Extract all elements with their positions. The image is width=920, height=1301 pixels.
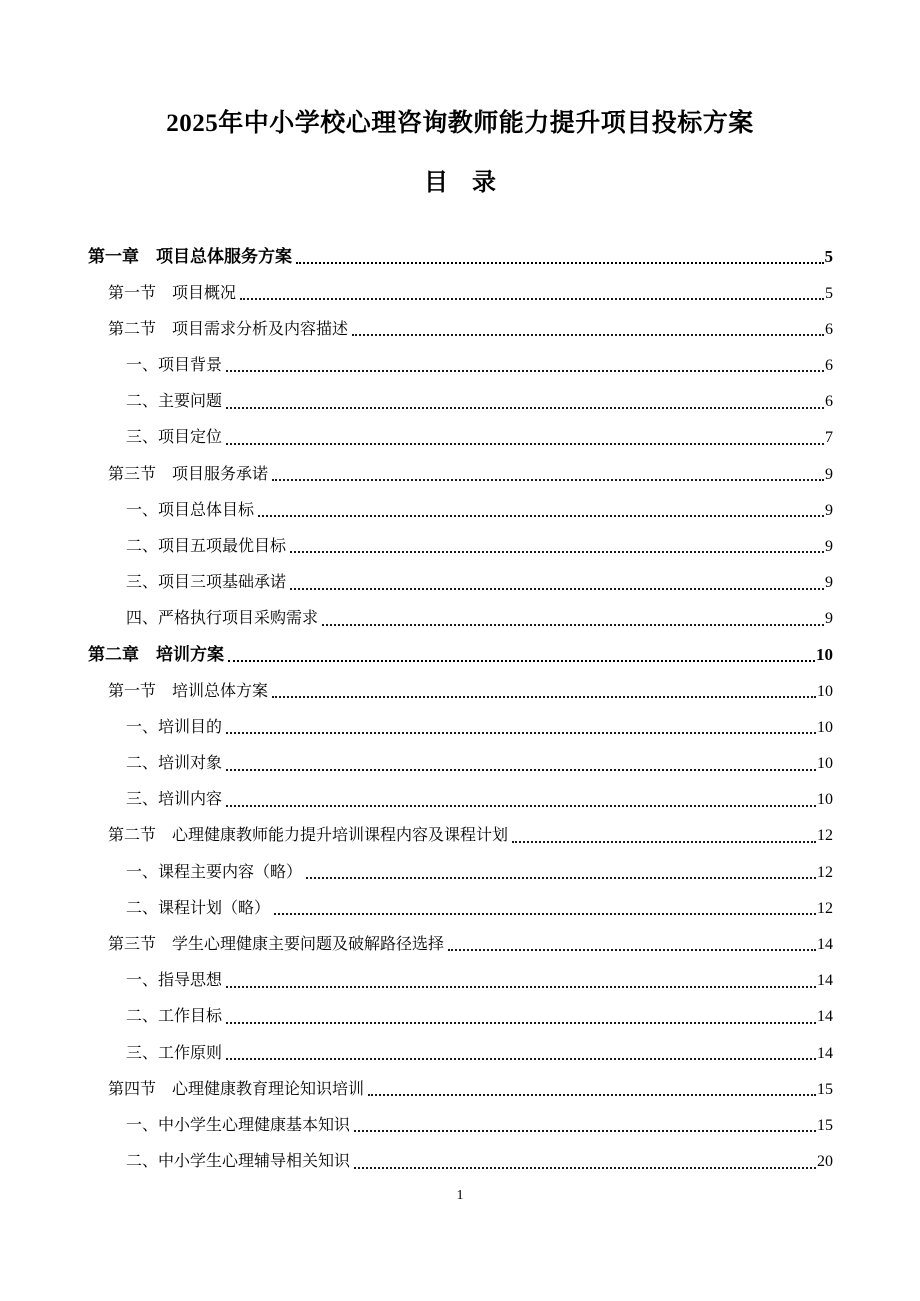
toc-dot-leader xyxy=(226,986,816,988)
toc-entry[interactable] xyxy=(88,779,833,815)
toc-entry-page-number: 14 xyxy=(817,972,833,990)
toc-entry[interactable] xyxy=(88,236,833,272)
toc-entry[interactable] xyxy=(88,706,833,742)
toc-entry-page-number: 12 xyxy=(817,899,833,917)
toc-entry-page-number: 9 xyxy=(825,574,833,592)
toc-heading: 目 录 xyxy=(424,169,496,196)
toc-dot-leader xyxy=(296,262,824,264)
toc-dot-leader xyxy=(306,877,816,879)
toc-entry-page-number: 9 xyxy=(825,465,833,483)
toc-entry[interactable] xyxy=(88,1140,833,1176)
toc-entry-page-number: 9 xyxy=(825,501,833,519)
toc-entry-label: 第二节 心理健康教师能力提升培训课程内容及课程计划 xyxy=(108,827,509,845)
toc-dot-leader xyxy=(226,1022,816,1024)
toc-entry[interactable] xyxy=(88,598,833,634)
toc-dot-leader xyxy=(290,588,824,590)
toc-entry-label: 二、主要问题 xyxy=(126,393,223,411)
toc-entry-label: 一、课程主要内容（略） xyxy=(126,863,303,881)
toc-entry-label: 一、指导思想 xyxy=(126,972,223,990)
toc-entry[interactable] xyxy=(88,1068,833,1104)
toc-dot-leader xyxy=(228,660,815,662)
toc-entry[interactable] xyxy=(88,344,833,380)
toc-entry[interactable] xyxy=(88,959,833,995)
toc-entry-page-number: 7 xyxy=(825,429,833,447)
toc-entry-page-number: 10 xyxy=(817,682,833,700)
toc-entry-page-number: 14 xyxy=(817,936,833,954)
toc-dot-leader xyxy=(226,370,824,372)
toc-dot-leader xyxy=(226,443,824,445)
toc-entry[interactable] xyxy=(88,1104,833,1140)
toc-entry-page-number: 10 xyxy=(817,718,833,736)
toc-dot-leader xyxy=(354,1167,816,1169)
toc-entry-label: 一、项目背景 xyxy=(126,357,223,375)
toc-entry-page-number: 14 xyxy=(817,1044,833,1062)
toc-entry-page-number: 10 xyxy=(817,755,833,773)
toc-dot-leader xyxy=(448,949,816,951)
toc-dot-leader xyxy=(226,732,816,734)
toc-entry[interactable] xyxy=(88,489,833,525)
toc-entry-label: 第四节 心理健康教育理论知识培训 xyxy=(108,1080,365,1098)
toc-entry[interactable] xyxy=(88,923,833,959)
document-title: 2025年中小学校心理咨询教师能力提升项目投标方案 xyxy=(166,110,754,137)
toc-entry[interactable] xyxy=(88,670,833,706)
toc-entry-label: 第一节 项目概况 xyxy=(108,284,237,302)
toc-entry[interactable] xyxy=(88,417,833,453)
toc-entry-label: 二、课程计划（略） xyxy=(126,899,271,917)
toc-entry-label: 第二章 培训方案 xyxy=(88,645,224,665)
toc-entry-label: 一、培训目的 xyxy=(126,718,223,736)
toc-entry-label: 二、项目五项最优目标 xyxy=(126,537,287,555)
toc-entry-label: 二、中小学生心理辅导相关知识 xyxy=(126,1153,351,1171)
toc-dot-leader xyxy=(290,551,824,553)
toc-entry-label: 第三节 项目服务承诺 xyxy=(108,465,269,483)
page-number-footer: 1 xyxy=(456,1188,464,1203)
toc-entry-page-number: 6 xyxy=(825,320,833,338)
toc-entry-page-number: 5 xyxy=(825,284,833,302)
toc-entry-page-number: 9 xyxy=(825,610,833,628)
toc-dot-leader xyxy=(226,407,824,409)
toc-entry[interactable] xyxy=(88,1032,833,1068)
toc-entry[interactable] xyxy=(88,996,833,1032)
table-of-contents xyxy=(0,236,920,1177)
toc-entry-page-number: 6 xyxy=(825,393,833,411)
toc-entry[interactable] xyxy=(88,308,833,344)
toc-entry-label: 第二节 项目需求分析及内容描述 xyxy=(108,320,349,338)
toc-dot-leader xyxy=(368,1094,816,1096)
toc-entry-page-number: 15 xyxy=(817,1116,833,1134)
toc-entry-label: 第三节 学生心理健康主要问题及破解路径选择 xyxy=(108,936,445,954)
toc-entry-label: 四、严格执行项目采购需求 xyxy=(126,610,319,628)
toc-entry[interactable] xyxy=(88,634,833,670)
toc-entry[interactable] xyxy=(88,380,833,416)
toc-dot-leader xyxy=(322,624,824,626)
toc-entry[interactable] xyxy=(88,561,833,597)
toc-dot-leader xyxy=(272,479,824,481)
toc-entry[interactable] xyxy=(88,742,833,778)
toc-entry[interactable] xyxy=(88,815,833,851)
toc-entry-label: 三、项目三项基础承诺 xyxy=(126,574,287,592)
toc-entry-page-number: 20 xyxy=(817,1153,833,1171)
toc-entry-label: 三、工作原则 xyxy=(126,1044,223,1062)
toc-entry-page-number: 5 xyxy=(824,247,833,267)
toc-entry[interactable] xyxy=(88,525,833,561)
toc-entry-label: 第一节 培训总体方案 xyxy=(108,682,269,700)
toc-dot-leader xyxy=(272,696,816,698)
toc-entry[interactable] xyxy=(88,851,833,887)
toc-entry[interactable] xyxy=(88,272,833,308)
toc-dot-leader xyxy=(226,805,816,807)
toc-entry-page-number: 6 xyxy=(825,357,833,375)
toc-entry-label: 第一章 项目总体服务方案 xyxy=(88,247,292,267)
toc-dot-leader xyxy=(274,913,816,915)
toc-entry-page-number: 9 xyxy=(825,537,833,555)
toc-dot-leader xyxy=(354,1130,816,1132)
toc-entry-page-number: 12 xyxy=(817,863,833,881)
toc-entry-page-number: 10 xyxy=(817,791,833,809)
toc-entry-label: 二、培训对象 xyxy=(126,755,223,773)
toc-entry-label: 二、工作目标 xyxy=(126,1008,223,1026)
toc-dot-leader xyxy=(226,1058,816,1060)
toc-entry-label: 一、中小学生心理健康基本知识 xyxy=(126,1116,351,1134)
toc-dot-leader xyxy=(352,334,824,336)
toc-entry-label: 一、项目总体目标 xyxy=(126,501,255,519)
toc-entry[interactable] xyxy=(88,453,833,489)
toc-entry-page-number: 14 xyxy=(817,1008,833,1026)
toc-dot-leader xyxy=(512,841,816,843)
toc-entry-label: 三、项目定位 xyxy=(126,429,223,447)
toc-entry[interactable] xyxy=(88,887,833,923)
toc-entry-page-number: 12 xyxy=(817,827,833,845)
toc-dot-leader xyxy=(226,769,816,771)
toc-dot-leader xyxy=(258,515,824,517)
toc-entry-page-number: 10 xyxy=(816,645,833,665)
toc-entry-label: 三、培训内容 xyxy=(126,791,223,809)
toc-entry-page-number: 15 xyxy=(817,1080,833,1098)
toc-dot-leader xyxy=(240,298,824,300)
